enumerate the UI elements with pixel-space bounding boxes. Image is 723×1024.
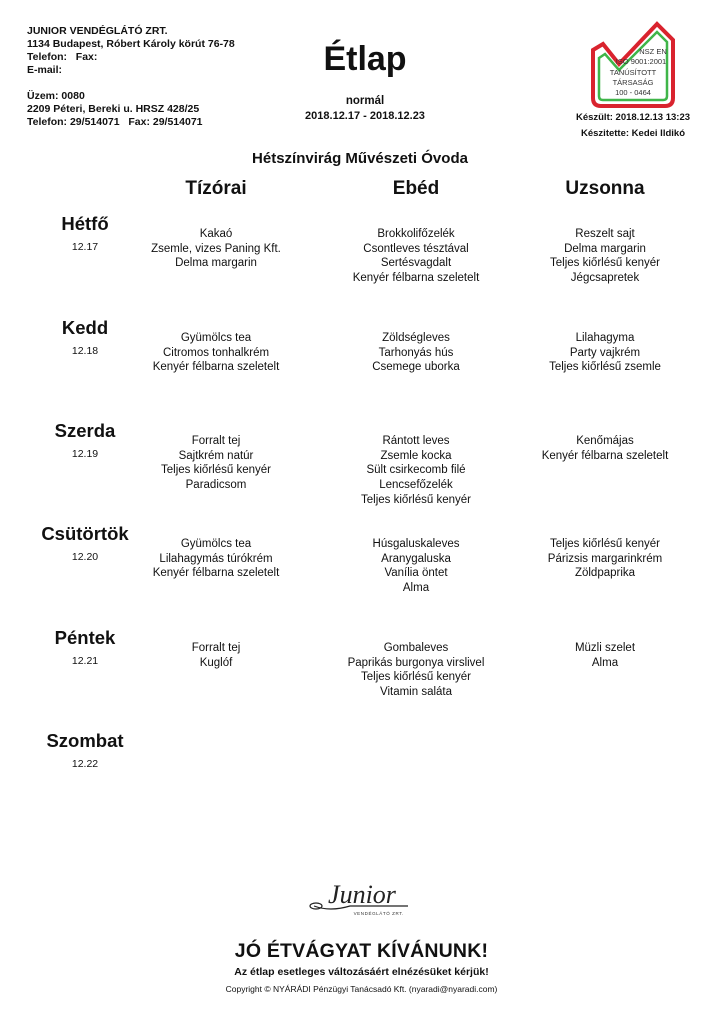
meal-item: Teljes kiőrlésű kenyér	[161, 464, 271, 477]
meal-item: Kenyér félbarna szeletelt	[152, 567, 280, 580]
meal-item: Gyümölcs tea	[180, 332, 252, 344]
day-date: 12.21	[71, 655, 99, 667]
school-name: Hétszínvirág Művészeti Óvoda	[252, 150, 468, 167]
company-phone-fax: Telefon: Fax:	[27, 51, 98, 63]
day-name: Csütörtök	[41, 523, 129, 544]
meal-item: Kenyér félbarna szeletelt	[152, 361, 280, 374]
meal-item: Tarhonyás hús	[378, 346, 454, 359]
cert-line: ISO 9001:2001	[615, 57, 667, 66]
meal-item: Kenőmájas	[576, 435, 634, 447]
meal-cell-tizorai	[106, 227, 326, 271]
meal-item: Delma margarin	[564, 242, 646, 255]
meal-cell-ebed	[306, 434, 526, 508]
meal-item: Sajtkrém natúr	[178, 449, 254, 462]
created-by: Készitette: Kedei Ildikó	[581, 128, 685, 139]
column-header-uzsonna: Uzsonna	[565, 178, 645, 199]
meal-item: Gombaleves	[383, 642, 449, 654]
copyright: Copyright © NYÁRÁDI Pénzügyi Tanácsadó Kft. (nyaradi@nyaradi.com)	[225, 984, 498, 994]
meal-cell-ebed	[306, 227, 526, 286]
meal-cell-tizorai	[106, 331, 326, 375]
meal-item: Párizsis margarinkrém	[547, 552, 663, 565]
svg-text:VENDÉGLÁTÓ ZRT.: VENDÉGLÁTÓ ZRT.	[353, 911, 404, 916]
meal-item: Sült csirkecomb filé	[366, 464, 466, 477]
meal-item: Aranygaluska	[381, 552, 451, 565]
meal-item: Rántott leves	[382, 435, 450, 447]
meal-item: Jégcsapretek	[570, 272, 640, 285]
date-range: 2018.12.17 - 2018.12.23	[305, 110, 425, 122]
meal-item: Kakaó	[199, 228, 233, 240]
meal-item: Lilahagyma	[575, 332, 635, 344]
meal-item: Brokkolifőzelék	[377, 228, 455, 240]
plant-phone-fax: Telefon: 29/514071 Fax: 29/514071	[27, 116, 203, 128]
meal-cell-ebed	[306, 641, 526, 700]
meal-item: Müzli szelet	[574, 642, 636, 654]
company-info	[27, 25, 235, 129]
column-header-ebed: Ebéd	[392, 178, 440, 199]
day-name: Szombat	[46, 730, 124, 751]
day-name: Szerda	[54, 420, 116, 441]
meal-item: Delma margarin	[175, 257, 257, 270]
meal-item: Zöldpaprika	[574, 567, 636, 580]
meal-item: Lilahagymás túrókrém	[159, 552, 273, 565]
meal-item: Teljes kiőrlésű zsemle	[549, 361, 661, 374]
meal-item: Gyümölcs tea	[180, 538, 252, 550]
meal-cell-tizorai	[106, 434, 326, 493]
meal-item: Csemege uborka	[372, 361, 460, 374]
iso-certification-logo	[585, 20, 680, 112]
meal-item: Húsgaluskaleves	[372, 538, 460, 550]
meal-item: Zöldségleves	[382, 332, 450, 344]
created-timestamp: Készült: 2018.12.13 13:23	[575, 112, 691, 123]
meal-item: Vitamin saláta	[379, 686, 453, 699]
day-date: 12.17	[71, 241, 99, 253]
page-title: Étlap	[323, 40, 407, 78]
company-email: E-mail:	[27, 64, 63, 76]
menu-type: normál	[345, 95, 385, 107]
junior-logo	[300, 876, 420, 918]
day-date: 12.22	[71, 758, 99, 770]
meal-item: Alma	[402, 582, 430, 595]
meal-item: Zsemle, vizes Paning Kft.	[151, 242, 281, 255]
meal-item: Lencsefőzelék	[379, 479, 453, 492]
greeting: JÓ ÉTVÁGYAT KÍVÁNUNK!	[234, 940, 489, 962]
svg-text:Junior: Junior	[328, 880, 396, 909]
column-header-tizorai: Tízórai	[185, 178, 247, 199]
meal-item: Reszelt sajt	[575, 228, 635, 240]
cert-line: 100 - 0464	[615, 88, 651, 97]
meal-item: Csontleves tésztával	[363, 242, 469, 255]
meal-item: Teljes kiőrlésű kenyér	[361, 671, 471, 684]
meal-item: Sertésvagdalt	[380, 257, 452, 270]
day-date: 12.20	[71, 551, 99, 563]
meal-item: Paprikás burgonya virslivel	[347, 656, 485, 669]
meal-item: Alma	[591, 656, 619, 669]
meal-item: Kuglóf	[199, 656, 233, 669]
meal-item: Vanília öntet	[384, 567, 448, 580]
apology-note: Az étlap esetleges változásáért elnézésüket kérjük!	[234, 966, 489, 978]
plant-address: 2209 Péteri, Bereki u. HRSZ 428/25	[27, 103, 200, 115]
day-name: Hétfő	[61, 213, 109, 234]
day-date: 12.18	[71, 345, 99, 357]
meal-item: Teljes kiőrlésű kenyér	[361, 493, 471, 506]
cert-line: TANÚSÍTOTT	[609, 68, 657, 77]
meal-cell-ebed	[306, 331, 526, 375]
day-date: 12.19	[71, 448, 99, 460]
company-address: 1134 Budapest, Róbert Károly körút 76-78	[27, 38, 235, 50]
meal-item: Forralt tej	[191, 435, 241, 447]
meal-cell-uzsonna	[495, 434, 715, 463]
meal-item: Forralt tej	[191, 642, 241, 654]
meal-item: Teljes kiőrlésű kenyér	[550, 257, 660, 270]
meal-cell-ebed	[306, 537, 526, 596]
meal-cell-tizorai	[106, 537, 326, 581]
meal-item: Kenyér félbarna szeletelt	[541, 449, 669, 462]
meal-cell-tizorai	[106, 641, 326, 670]
meal-item: Citromos tonhalkrém	[162, 346, 270, 359]
day-name: Kedd	[61, 317, 109, 338]
meal-item: Kenyér félbarna szeletelt	[352, 272, 480, 285]
meal-cell-uzsonna	[495, 537, 715, 581]
meal-item: Zsemle kocka	[380, 449, 452, 462]
meal-cell-uzsonna	[495, 641, 715, 670]
day-name: Péntek	[54, 627, 116, 648]
company-name: JUNIOR VENDÉGLÁTÓ ZRT.	[27, 25, 168, 37]
meal-item: Paradicsom	[185, 479, 247, 492]
meal-item: Party vajkrém	[569, 346, 641, 359]
meal-cell-uzsonna	[495, 331, 715, 375]
cert-line: NSZ EN	[639, 47, 667, 56]
cert-line: TÁRSASÁG	[612, 78, 654, 87]
meal-cell-uzsonna	[495, 227, 715, 286]
meal-item: Teljes kiőrlésű kenyér	[550, 538, 660, 550]
plant-id: Üzem: 0080	[27, 90, 85, 102]
